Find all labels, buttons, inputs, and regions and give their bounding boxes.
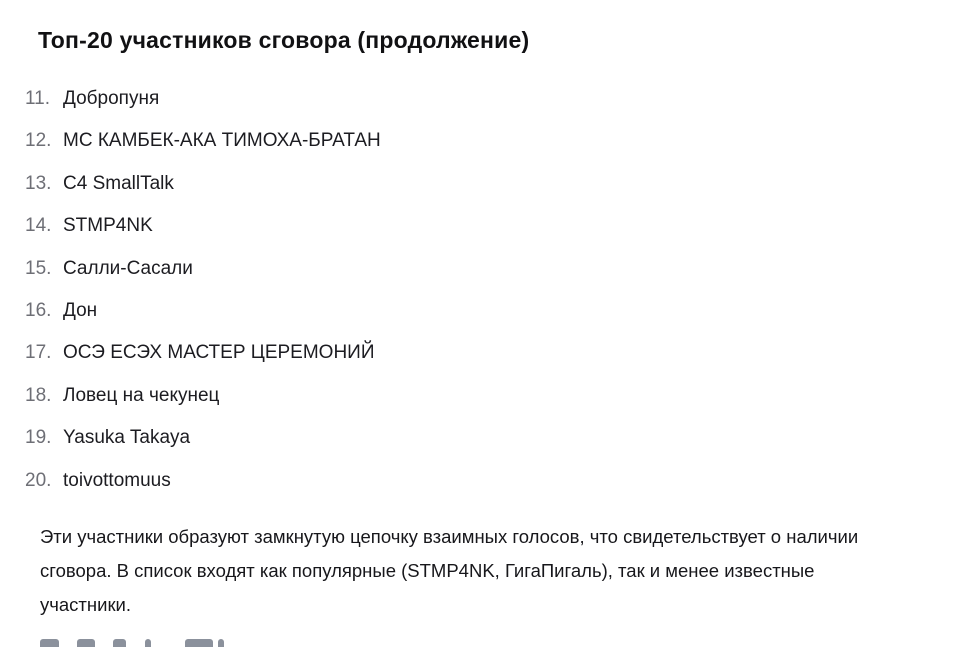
page-title: Топ-20 участников сговора (продолжение) [38, 27, 530, 53]
list-item-number: 12. [25, 130, 52, 152]
list-item [25, 340, 381, 365]
list-item-name: Yasuka Takaya [63, 427, 191, 449]
list-item-name: Ловец на чекунец [63, 384, 220, 406]
top-participants-list [25, 86, 381, 510]
list-item-number: 16. [25, 299, 52, 321]
summary-line: участники. [40, 594, 132, 615]
clipped-shape [40, 639, 59, 647]
summary-line: Эти участники образуют замкнутую цепочку взаимных голосов, что свидетельствует о наличии [40, 526, 859, 547]
list-item-number: 13. [25, 172, 52, 194]
list-item-number: 14. [25, 215, 52, 237]
clipped-shape [77, 639, 95, 647]
list-item-name: Дон [63, 299, 98, 321]
list-item-number: 20. [25, 469, 52, 491]
clipped-shape [113, 639, 126, 647]
clipped-shape [145, 639, 151, 647]
list-item [25, 383, 381, 408]
list-item-name: C4 SmallTalk [63, 172, 174, 194]
list-item [25, 425, 381, 450]
list-item [25, 128, 381, 153]
clipped-next-section [0, 637, 970, 647]
list-item [25, 298, 381, 323]
summary-paragraph [40, 522, 858, 624]
list-item [25, 256, 381, 281]
list-item-number: 11. [25, 88, 51, 109]
clipped-shape [185, 639, 213, 647]
list-item [25, 171, 381, 196]
list-item-name: Добропуня [63, 88, 160, 109]
summary-line: сговора. В список входят как популярные (STMP4NK, ГигаПигаль), так и менее известные [40, 560, 815, 581]
list-item-number: 18. [25, 384, 52, 406]
list-item [25, 213, 381, 238]
list-item [25, 468, 381, 493]
list-item-number: 17. [25, 342, 52, 364]
list-item-name: Салли-Сасали [63, 257, 193, 279]
list-item-name: ОСЭ ЕСЭХ МАСТЕР ЦЕРЕМОНИЙ [63, 342, 375, 364]
list-item-name: toivottomuus [63, 469, 171, 491]
list-item-number: 19. [25, 427, 52, 449]
list-item-name: STMP4NK [63, 215, 153, 237]
list-item-number: 15. [25, 257, 52, 279]
clipped-shape [218, 639, 224, 647]
list-item-name: МС КАМБЕК-АКА ТИМОХА-БРАТАН [63, 130, 381, 152]
list-item [25, 86, 381, 111]
